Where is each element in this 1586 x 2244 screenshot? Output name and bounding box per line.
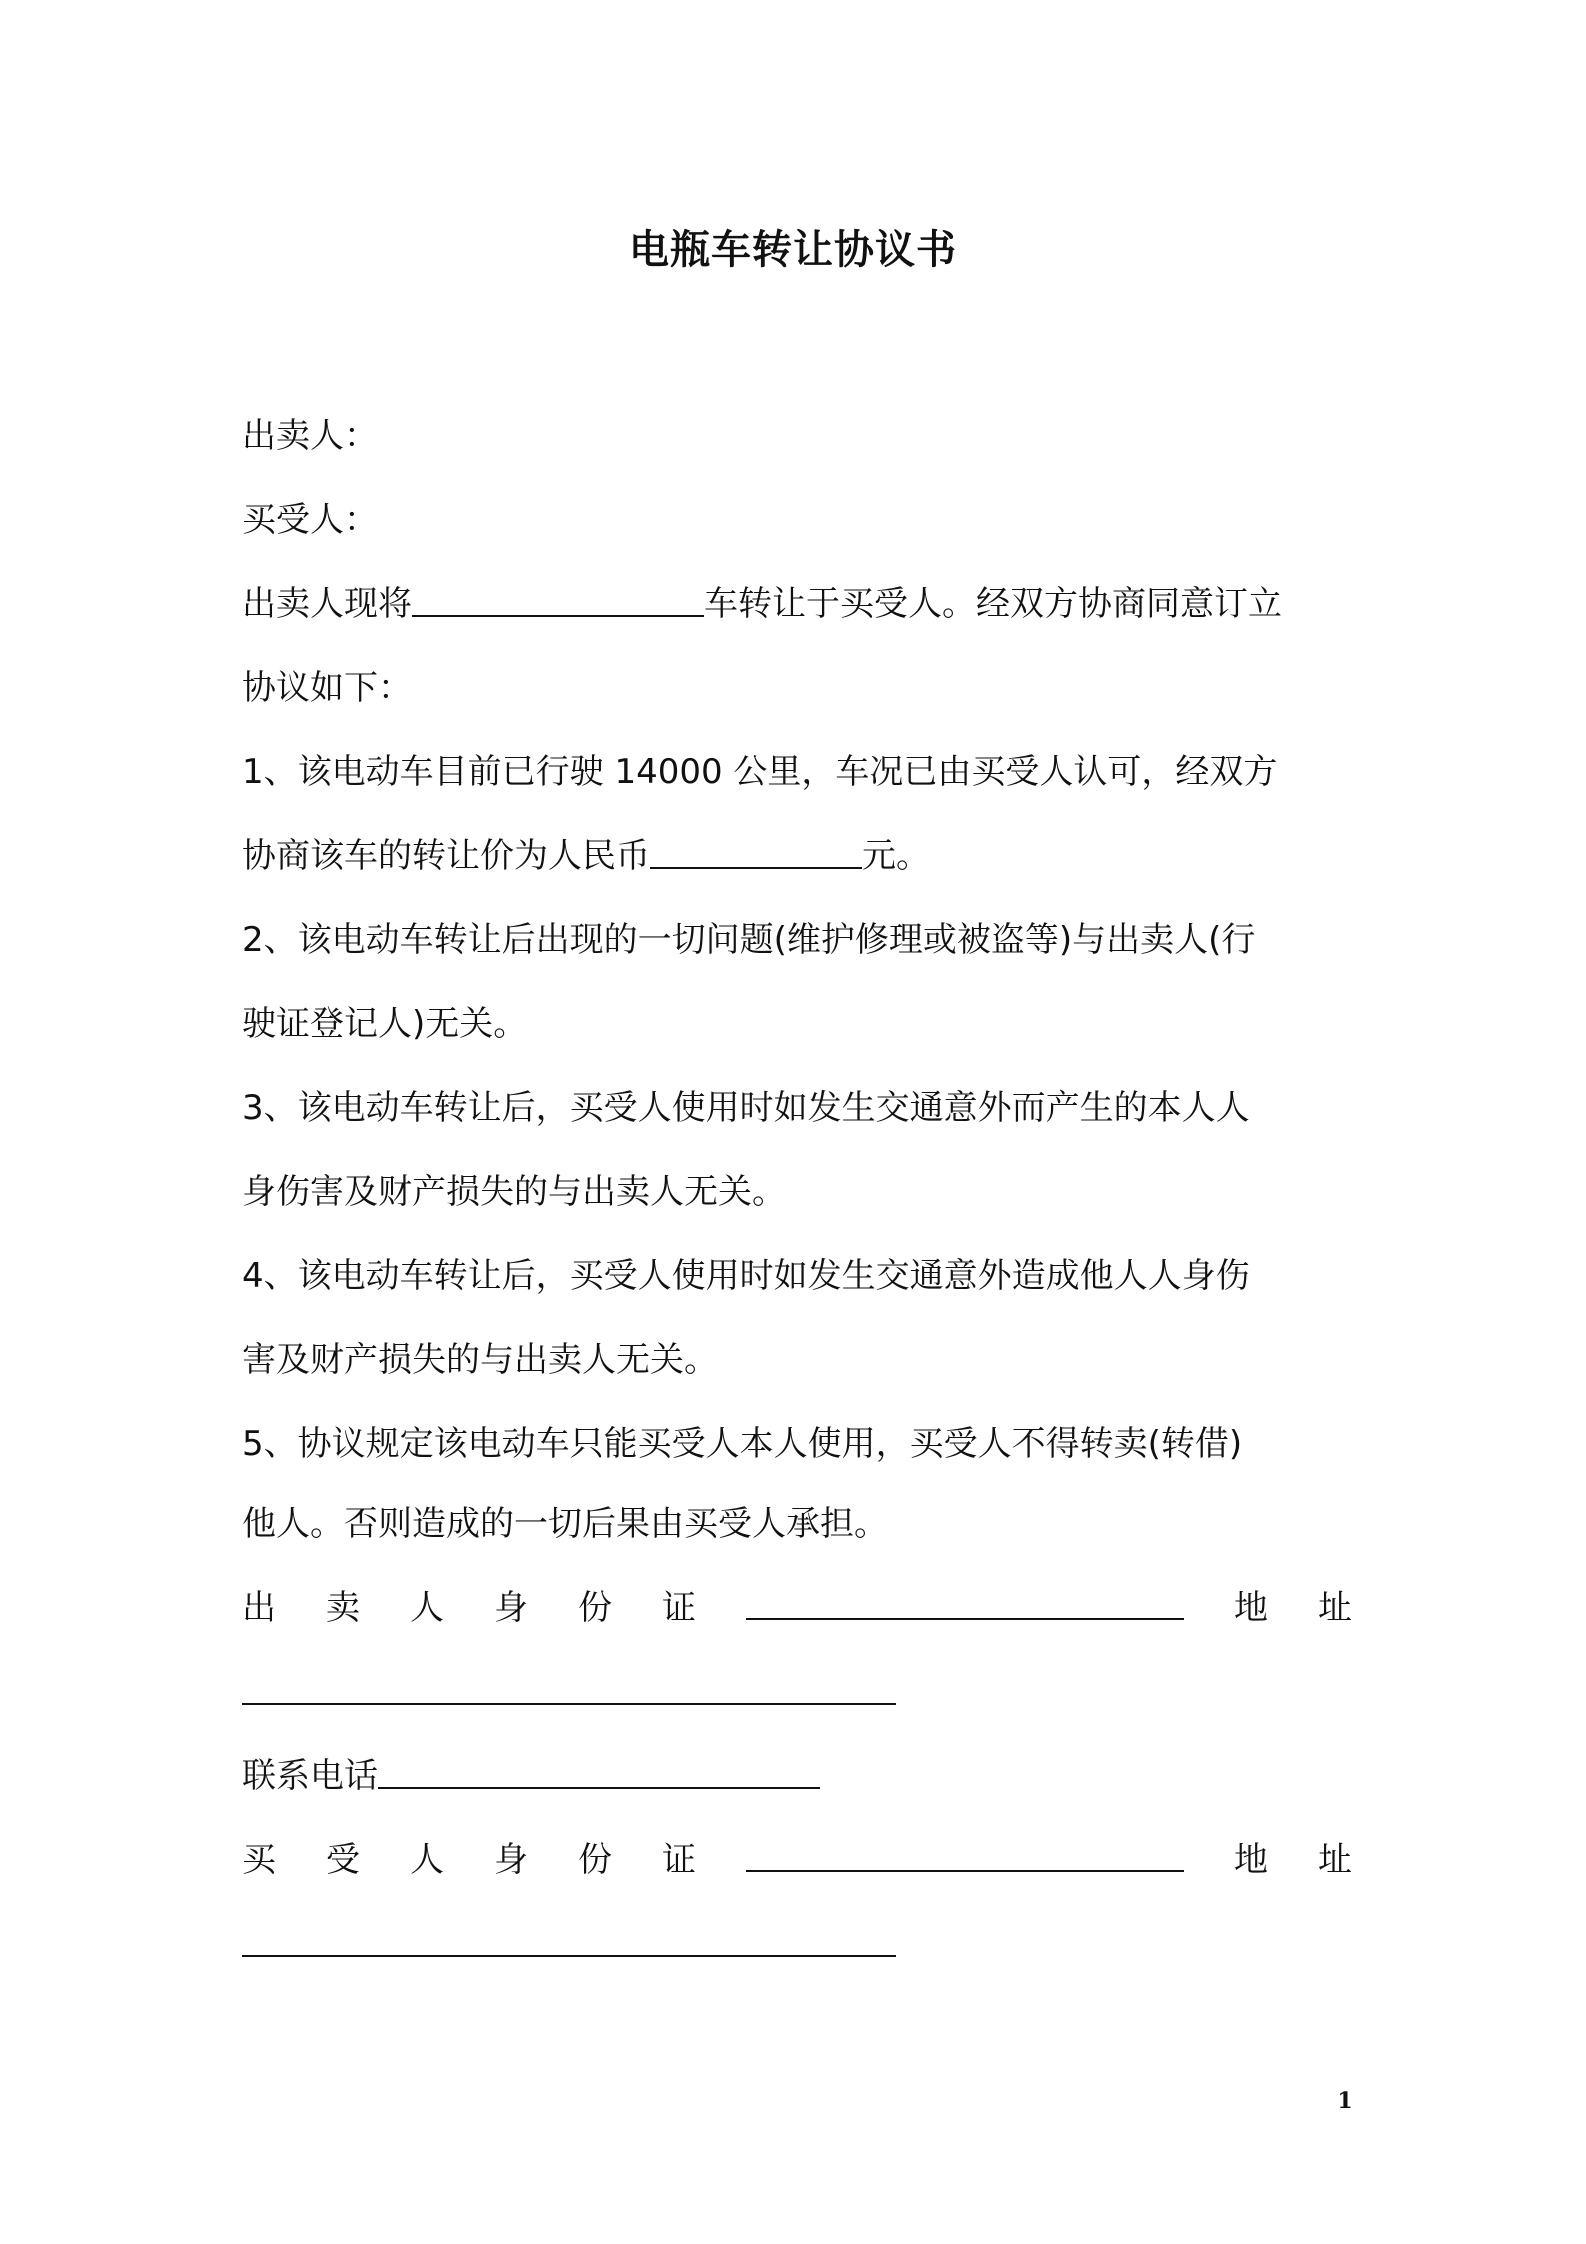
- clause-4-line-1: 4、该电动车转让后，买受人使用时如发生交通意外造成他人人身伤: [242, 1256, 1250, 1296]
- intro-text-start: 出卖人现将: [242, 584, 412, 624]
- seller-id-char: 份: [578, 1588, 612, 1628]
- buyer-id-char: 证: [662, 1840, 696, 1880]
- seller-id-line: [242, 1582, 1352, 1634]
- price-text-end: 元。: [862, 836, 930, 876]
- buyer-id-char: 身: [494, 1840, 528, 1880]
- buyer-address-blank: [242, 1919, 896, 1957]
- seller-phone-blank: [378, 1751, 820, 1789]
- seller-address-line: [242, 1666, 1352, 1718]
- clause-5-line-2: 他人。否则造成的一切后果由买受人承担。: [242, 1504, 888, 1544]
- seller-phone-line: [242, 1750, 1352, 1802]
- clause-1-line-1: 1、该电动车目前已行驶 14000 公里，车况已由买受人认可，经双方: [242, 752, 1278, 792]
- clause-3-line-1: 3、该电动车转让后，买受人使用时如发生交通意外而产生的本人人: [242, 1088, 1250, 1128]
- seller-id-char: 出: [242, 1588, 276, 1628]
- seller-address-char: 址: [1318, 1588, 1352, 1628]
- buyer-id-char: 人: [410, 1840, 444, 1880]
- buyer-label: 买受人：: [242, 500, 378, 540]
- clause-2-line-1: 2、该电动车转让后出现的一切问题(维护修理或被盗等)与出卖人(行: [242, 920, 1256, 960]
- document-title: 电瓶车转让协议书: [629, 227, 957, 273]
- seller-id-char: 人: [410, 1588, 444, 1628]
- intro-line-1: [242, 578, 1352, 630]
- seller-label: 出卖人：: [242, 416, 378, 456]
- seller-id-char: 证: [662, 1588, 696, 1628]
- seller-id-char: 身: [494, 1588, 528, 1628]
- seller-id-blank: [746, 1582, 1184, 1620]
- buyer-address-char: 址: [1318, 1840, 1352, 1880]
- seller-id-char: 卖: [326, 1588, 360, 1628]
- price-blank: [650, 831, 862, 869]
- price-text-start: 协商该车的转让价为人民币: [242, 836, 650, 876]
- buyer-id-char: 份: [578, 1840, 612, 1880]
- buyer-address-char: 地: [1234, 1840, 1268, 1880]
- intro-line-2: 协议如下：: [242, 668, 412, 708]
- clause-1-line-2: [242, 830, 1352, 882]
- buyer-id-char: 买: [242, 1840, 276, 1880]
- seller-address-char: 地: [1234, 1588, 1268, 1628]
- vehicle-blank: [412, 579, 704, 617]
- clause-5-line-1: 5、协议规定该电动车只能买受人本人使用，买受人不得转卖(转借): [242, 1424, 1243, 1464]
- page-number: 1: [1337, 2088, 1353, 2114]
- buyer-address-line: [242, 1918, 1352, 1970]
- intro-text-end: 车转让于买受人。经双方协商同意订立: [704, 584, 1282, 624]
- clause-3-line-2: 身伤害及财产损失的与出卖人无关。: [242, 1172, 786, 1212]
- buyer-id-blank: [746, 1834, 1184, 1872]
- seller-phone-label: 联系电话: [242, 1756, 378, 1796]
- clause-4-line-2: 害及财产损失的与出卖人无关。: [242, 1340, 718, 1380]
- seller-address-blank: [242, 1667, 896, 1705]
- clause-2-line-2: 驶证登记人)无关。: [242, 1004, 528, 1044]
- buyer-id-line: [242, 1834, 1352, 1886]
- buyer-id-char: 受: [326, 1840, 360, 1880]
